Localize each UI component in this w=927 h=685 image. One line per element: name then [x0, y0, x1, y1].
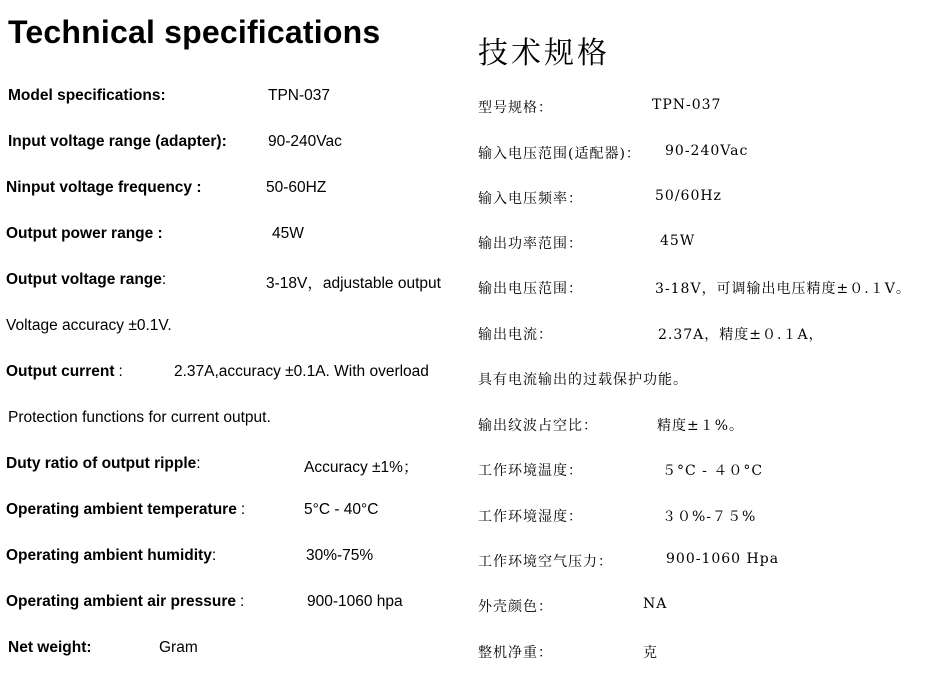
spec-label-humidity: Operating ambient humidity:: [6, 547, 217, 564]
cn-value-shell-color: NA: [643, 596, 668, 612]
spec-value-model: TPN-037: [268, 87, 331, 104]
spec-value-output-power: 45W: [272, 225, 304, 242]
spec-label-input-voltage: Input voltage range (adapter):: [8, 133, 227, 150]
cn-value-temperature: ５°C - ４０°C: [662, 463, 764, 479]
cn-text-protection: 具有电流输出的过载保护功能。: [478, 372, 688, 388]
spec-label-temperature: Operating ambient temperature :: [6, 501, 246, 518]
cn-value-input-voltage: 90-240Vac: [665, 143, 749, 159]
spec-value-input-voltage: 90-240Vac: [268, 133, 342, 150]
cn-value-output-voltage: 3-18V，可调输出电压精度±０.１V。: [655, 281, 911, 297]
spec-label-output-voltage: Output voltage range:: [6, 271, 167, 288]
cn-label-output-current: 输出电流：: [478, 327, 553, 343]
cn-value-model: TPN-037: [652, 97, 722, 113]
spec-value-temperature: 5°C - 40°C: [304, 501, 379, 518]
spec-value-net-weight: Gram: [159, 639, 198, 656]
spec-value-output-current: 2.37A,accuracy ±0.1A. With overload: [174, 363, 429, 380]
spec-text-voltage-accuracy: Voltage accuracy ±0.1V.: [6, 317, 172, 334]
cn-label-model: 型号规格：: [478, 100, 553, 116]
cn-value-output-power: 45W: [660, 233, 696, 249]
cn-label-duty-ratio: 输出纹波占空比：: [478, 418, 598, 434]
cn-value-air-pressure: 900-1060 Hpa: [666, 551, 780, 567]
cn-label-temperature: 工作环境温度：: [478, 463, 583, 479]
cn-value-duty-ratio: 精度±１%。: [657, 418, 745, 434]
spec-label-output-current: Output current :: [6, 363, 123, 380]
spec-label-model: Model specifications:: [8, 87, 166, 104]
spec-value-duty-ratio: Accuracy ±1%；: [304, 459, 419, 476]
spec-label-net-weight: Net weight:: [8, 639, 92, 656]
cn-label-humidity: 工作环境湿度：: [478, 509, 583, 525]
cn-value-net-weight: 克: [643, 645, 658, 661]
cn-label-output-voltage: 输出电压范围：: [478, 281, 583, 297]
cn-value-output-current: 2.37A，精度±０.１A，: [658, 327, 824, 343]
chinese-title: 技术规格: [478, 36, 610, 71]
cn-label-shell-color: 外壳颜色：: [478, 599, 553, 615]
spec-label-air-pressure: Operating ambient air pressure :: [6, 593, 245, 610]
spec-label-duty-ratio: Duty ratio of output ripple:: [6, 455, 201, 472]
spec-value-output-voltage: 3-18V，adjustable output: [266, 275, 441, 292]
spec-value-humidity: 30%-75%: [306, 547, 374, 564]
spec-value-input-frequency: 50-60HZ: [266, 179, 327, 196]
cn-label-air-pressure: 工作环境空气压力：: [478, 554, 613, 570]
english-title: Technical specifications: [8, 14, 381, 50]
cn-value-input-frequency: 50/60Hz: [655, 188, 722, 204]
spec-label-output-power: Output power range :: [6, 225, 163, 242]
cn-label-output-power: 输出功率范围：: [478, 236, 583, 252]
cn-label-net-weight: 整机净重：: [478, 645, 553, 661]
spec-text-protection: Protection functions for current output.: [8, 409, 271, 426]
cn-label-input-frequency: 输入电压频率：: [478, 191, 583, 207]
cn-label-input-voltage: 输入电压范围(适配器)：: [478, 146, 641, 162]
spec-label-input-frequency: Ninput voltage frequency :: [6, 179, 202, 196]
cn-value-humidity: ３０%-７５%: [662, 509, 757, 525]
spec-value-air-pressure: 900-1060 hpa: [307, 593, 403, 610]
